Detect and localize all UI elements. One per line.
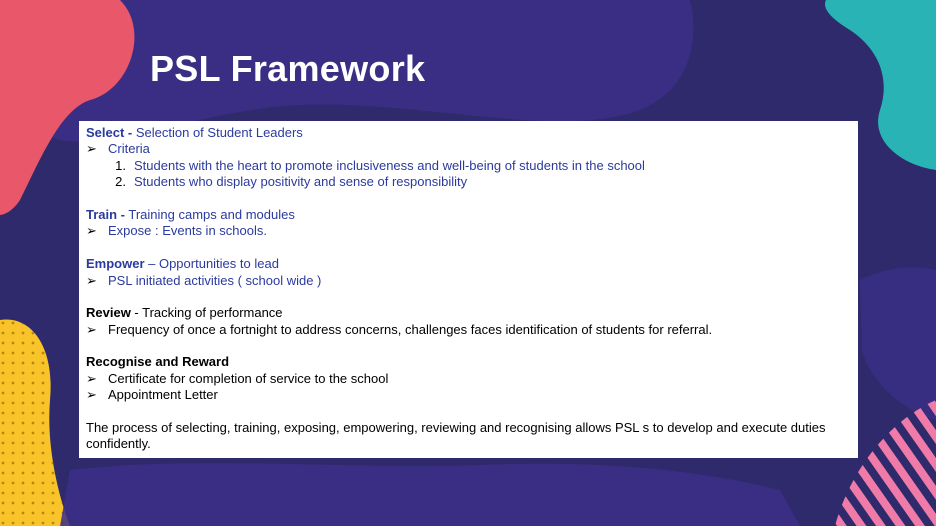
select-bullet [86, 141, 851, 157]
bullet-arrow-icon: ➢ [86, 141, 97, 157]
recognise-bullet-text: Appointment Letter [108, 387, 218, 403]
recognise-bullet [86, 387, 851, 403]
train-bullet [86, 223, 851, 239]
criteria-item [86, 158, 851, 174]
train-heading: Train - [86, 206, 126, 222]
bullet-arrow-icon: ➢ [86, 223, 97, 239]
summary-text: The process of selecting, training, exposing, empowering, reviewing and recognising allows PSL s to develop and execute duties confidently. [86, 420, 826, 452]
bullet-arrow-icon: ➢ [86, 370, 97, 386]
empower-bullet-text: PSL initiated activities ( school wide ) [108, 272, 322, 288]
recognise-bullet-text: Certificate for completion of service to the school [108, 370, 389, 386]
empower-heading: Empower [86, 256, 145, 272]
criteria-item [86, 174, 851, 190]
select-desc: Selection of Student Leaders [132, 125, 303, 140]
train-bullet-text: Expose : Events in schools. [108, 223, 267, 239]
bullet-arrow-icon: ➢ [86, 387, 97, 403]
review-desc: - Tracking of performance [130, 305, 283, 321]
empower-bullet [86, 273, 851, 289]
criteria-text: Students with the heart to promote inclusiveness and well-being of students in the school [134, 157, 645, 173]
recognise-bullet [86, 371, 851, 387]
empower-desc: – Opportunities to lead [144, 256, 279, 272]
recognise-heading: Recognise and Reward [86, 354, 230, 370]
review-line [86, 305, 851, 321]
review-bullet [86, 322, 851, 338]
select-heading: Select - [86, 125, 133, 140]
criteria-text: Students who display positivity and sense of responsibility [134, 174, 468, 190]
train-desc: Training camps and modules [125, 206, 295, 222]
bullet-arrow-icon: ➢ [86, 321, 97, 337]
framework-panel [79, 121, 858, 458]
page-title: PSL Framework [150, 48, 426, 89]
train-line [86, 207, 851, 223]
criteria-number: 2. [115, 174, 126, 190]
select-line [86, 125, 851, 141]
select-bullet-text: Criteria [108, 141, 150, 157]
bullet-arrow-icon: ➢ [86, 272, 97, 288]
review-heading: Review [86, 305, 131, 321]
review-bullet-text: Frequency of once a fortnight to address concerns, challenges faces identification of students for referral. [108, 321, 713, 337]
criteria-number: 1. [115, 157, 126, 173]
empower-line [86, 256, 851, 272]
